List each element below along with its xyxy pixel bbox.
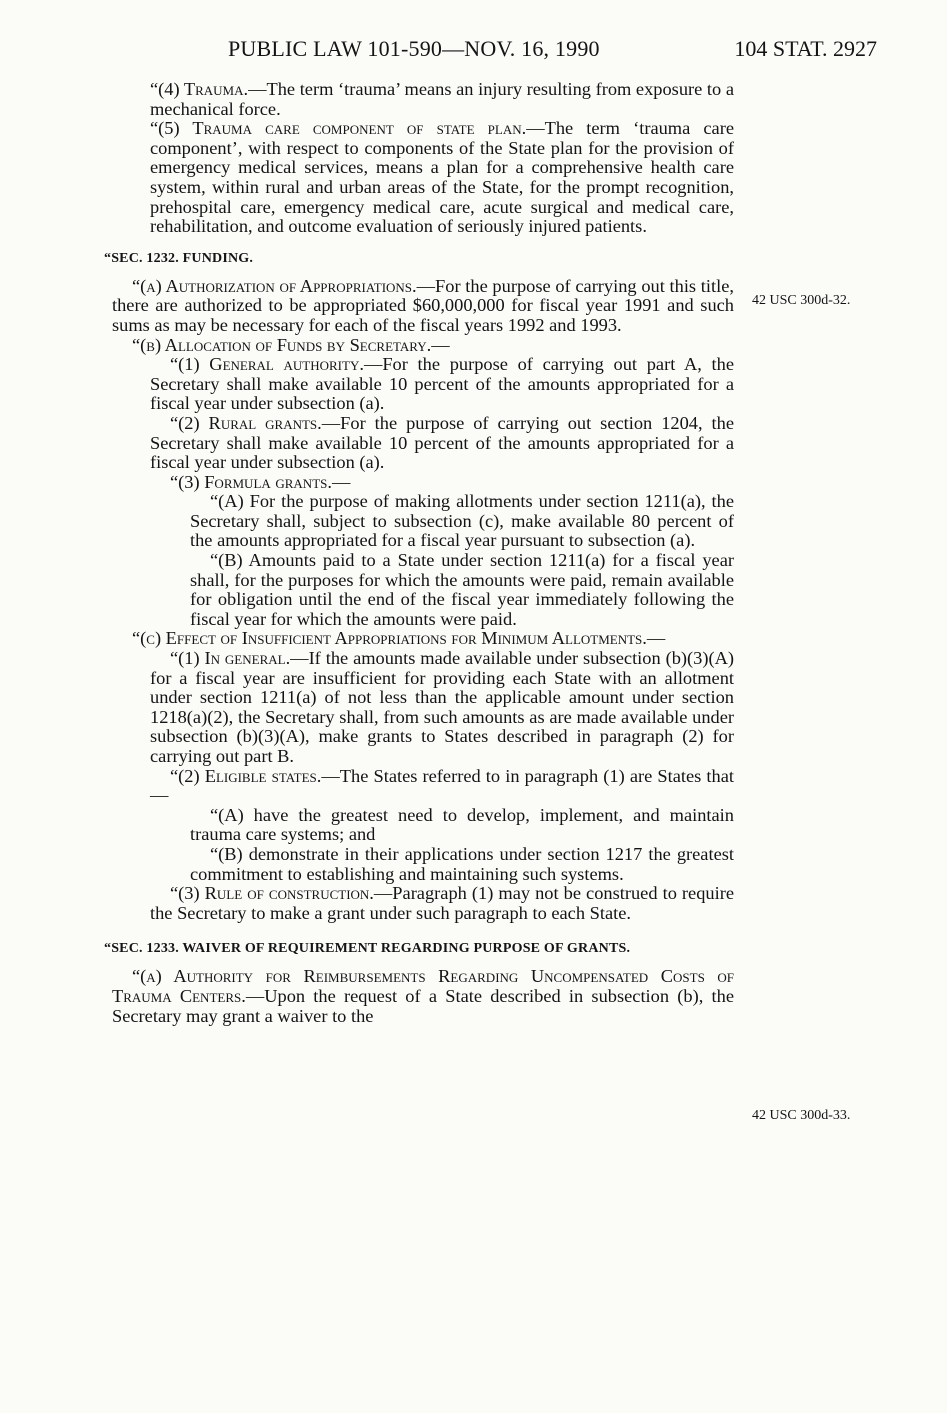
paragraph-4-trauma — [112, 80, 734, 119]
subsection-text: —For the purpose of carrying out this title, there are authorized to be appropriated $60,000,000 for fiscal year 1991 and such sums as may be necessary for each of the fiscal years 1992 and 1993. — [112, 275, 734, 335]
subsection-a-authorization — [112, 277, 734, 336]
section-1233-heading: “SEC. 1233. WAIVER OF REQUIREMENT REGARDING PURPOSE OF GRANTS. — [104, 941, 631, 957]
subsection-text: — — [646, 628, 666, 649]
subsection-heading: “(a) Authority for Reimbursements Regarding Uncompensated Costs of Trauma Centers. — [112, 966, 734, 1006]
subsection-b-allocation — [112, 336, 734, 356]
paragraph-heading: “(3) Formula grants. — [170, 471, 332, 492]
paragraph-heading: “(4) Trauma. — [150, 79, 249, 99]
subparagraph-c2A: “(A) have the greatest need to develop, implement, and maintain trauma care systems; and — [190, 804, 734, 845]
margin-citation-sec-1232: 42 USC 300d-32. — [752, 293, 851, 308]
paragraph-b1-general-authority — [112, 355, 734, 414]
paragraph-text: — — [331, 471, 351, 492]
paragraph-text: —The term ‘trauma care component’, with respect to components of the State plan for the provision of emergency medical services, means a plan for a comprehensive health care system, within rural and urban areas of the State, for the prompt recognition, prehospital care, emergency medical care, acute surgical and medical care, rehabilitation, and outcome evaluation of seriously injured patients. — [150, 118, 734, 237]
paragraph-c1-in-general — [112, 649, 734, 767]
page-header-title: PUBLIC LAW 101-590—NOV. 16, 1990 — [228, 36, 600, 61]
subparagraph-c2B: “(B) demonstrate in their applications under section 1217 the greatest commitment to establishing and maintaining such systems. — [190, 843, 734, 884]
section-1232-heading: “SEC. 1232. FUNDING. — [104, 250, 254, 266]
paragraph-text: —Paragraph (1) may not be construed to require the Secretary to make a grant under such paragraph to each State. — [150, 883, 735, 923]
paragraph-b3-formula-grants — [112, 473, 734, 493]
margin-citation-sec-1233: 42 USC 300d-33. — [752, 1108, 851, 1123]
paragraph-text: —The States referred to in paragraph (1) are States that— — [150, 765, 734, 806]
paragraph-c3-rule-of-construction — [112, 884, 734, 923]
subsection-heading: “(b) Allocation of Funds by Secretary. — [132, 334, 432, 355]
subsection-heading: “(a) Authorization of Appropriations. — [132, 275, 417, 296]
paragraph-heading: “(1) In general. — [170, 648, 291, 669]
paragraph-heading: “(3) Rule of construction. — [170, 883, 374, 904]
document-body — [104, 79, 735, 1026]
paragraph-text: —If the amounts made available under subsection (b)(3)(A) for a fiscal year are insufficient for providing each State with an allotment under section 1211(a) of not less than the applicable amount under section 1218(a)(2), the Secretary shall, from such amounts as are made available under subsection (b)(3)(A), make grants to States described in paragraph (2) for carrying out part B. — [150, 648, 734, 766]
subsection-text: —Upon the request of a State described in subsection (b), the Secretary may grant a waiver to the — [112, 985, 735, 1026]
subsection-heading: “(c) Effect of Insufficient Appropriations for Minimum Allotments. — [132, 628, 647, 649]
paragraph-5-trauma-care-component — [112, 119, 734, 237]
subparagraph-b3A: “(A) For the purpose of making allotments under section 1211(a), the Secretary shall, subject to subsection (c), make available 80 percent of the amounts appropriated for a fiscal year pursuant to subsection (a). — [190, 491, 734, 551]
paragraph-b2-rural-grants — [112, 414, 734, 473]
page-header-stat-number: 104 STAT. 2927 — [734, 36, 877, 61]
subsection-a-reimbursements — [112, 967, 734, 1026]
paragraph-c2-eligible-states — [112, 767, 734, 806]
paragraph-heading: “(2) Eligible states. — [170, 765, 322, 786]
paragraph-heading: “(1) General authority. — [170, 354, 364, 375]
subsection-c-insufficient-appropriations — [112, 629, 734, 649]
paragraph-text: —For the purpose of carrying out part A, the Secretary shall make available 10 percent of the amounts appropriated for a fiscal year under subsection (a). — [150, 354, 734, 414]
paragraph-heading: “(2) Rural grants. — [170, 412, 322, 433]
subsection-text: — — [431, 334, 450, 355]
subparagraph-b3B: “(B) Amounts paid to a State under section 1211(a) for a fiscal year shall, for the purposes for which the amounts were paid, remain available for obligation until the end of the fiscal year immediately following the fiscal year for which the amounts were paid. — [190, 550, 734, 629]
paragraph-heading: “(5) Trauma care component of state plan. — [150, 118, 527, 139]
paragraph-text: —For the purpose of carrying out section 1204, the Secretary shall make available 10 percent of the amounts appropriated for a fiscal year under subsection (a). — [150, 412, 734, 473]
paragraph-text: —The term ‘trauma’ means an injury resulting from exposure to a mechanical force. — [150, 79, 734, 119]
